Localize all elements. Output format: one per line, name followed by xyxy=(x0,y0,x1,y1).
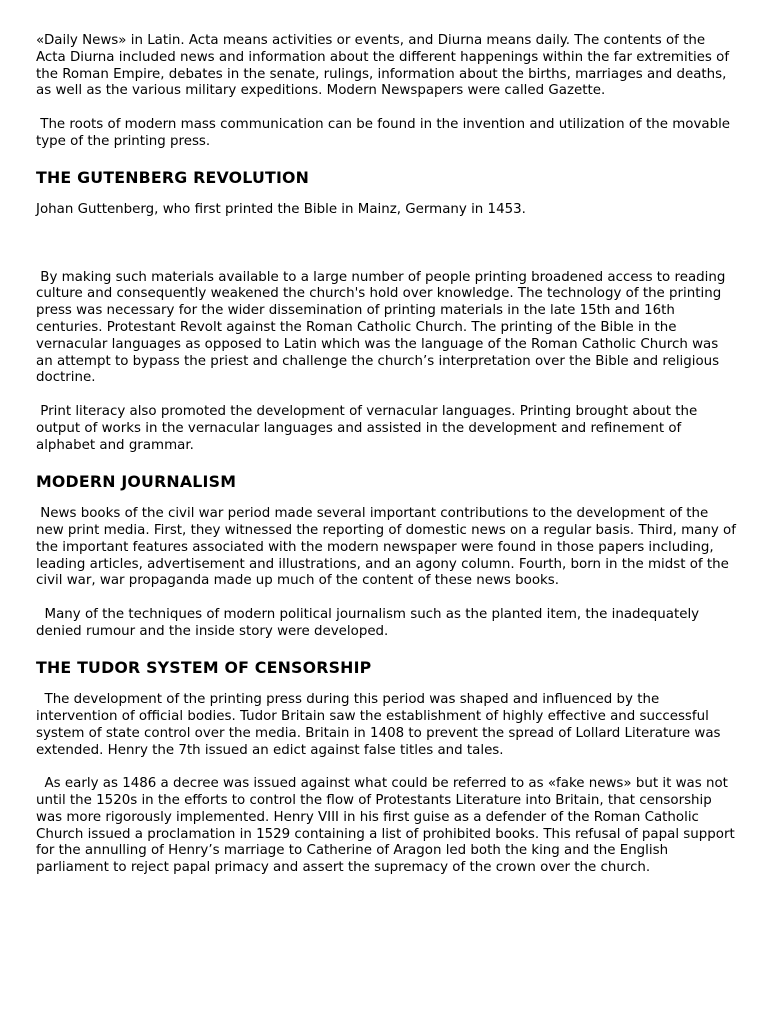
paragraph-reading-culture: By making such materials available to a large number of people printing broadened access to reading culture and consequently weakened the church's hold over knowledge. The technology of the printing press was necessary for the wider dissemination of printing materials in the late 15th and 16th centuries. Protestant Revolt against the Roman Catholic Church. The printing of the Bible in the vernacular languages as opposed to Latin which was the language of the Roman Catholic Church was an attempt to bypass the priest and challenge the church’s interpretation over the Bible and religious doctrine. xyxy=(36,269,730,386)
paragraph-state-control: The development of the printing press during this period was shaped and influenced by the intervention of official bodies. Tudor Britain saw the establishment of highly effective and successful system of state control over the media. Britain in 1408 to prevent the spread of Lollard Literature was extended. Henry the 7th issued an edict against false titles and tales. xyxy=(36,692,725,758)
paragraph-guttenberg-bible: Johan Guttenberg, who first printed the Bible in Mainz, Germany in 1453. xyxy=(36,202,526,218)
paragraph-fake-news-decree: As early as 1486 a decree was issued against what could be referred to as «fake news» but it was not until the 1520s in the efforts to control the flow of Protestants Literature into Britain, that censorship was more rigorously implemented. Henry VIII in his first guise as a defender of the Roman Catholic Church issued a proclamation in 1529 containing a list of prohibited books. This refusal of papal support for the annulling of Henry’s marriage to Catherine of Aragon led both the king and the English parliament to reject papal primacy and assert the supremacy of the crown over the church. xyxy=(36,776,739,876)
paragraph-political-journalism: Many of the techniques of modern political journalism such as the planted item, the inadequately denied rumour and the inside story were developed. xyxy=(36,606,704,639)
paragraph-roots-mass-communication: The roots of modern mass communication can be found in the invention and utilization of the movable type of the printing press. xyxy=(36,116,735,149)
paragraph-news-books: News books of the civil war period made several important contributions to the development of the new print media. First, they witnessed the reporting of domestic news on a regular basis. Third, many of the important features associated with the modern newspaper were found in those papers including, leading articles, advertisement and illustrations, and an agony column. Fourth, born in the midst of the civil war, war propaganda made up much of the content of these news books. xyxy=(36,506,741,589)
heading-modern-journalism: MODERN JOURNALISM xyxy=(36,472,237,492)
heading-tudor-censorship: THE TUDOR SYSTEM OF CENSORSHIP xyxy=(36,658,372,678)
blank-space xyxy=(36,236,736,270)
paragraph-acta-diurna: «Daily News» in Latin. Acta means activities or events, and Diurna means daily. The contents of the Acta Diurna included news and information about the different happenings within the far extremities of the Roman Empire, debates in the senate, rulings, information about the births, marriages and deaths, as well as the various military expeditions. Modern Newspapers were called Gazette. xyxy=(36,33,734,99)
paragraph-print-literacy: Print literacy also promoted the development of vernacular languages. Printing brought about the output of works in the vernacular languages and assisted in the development and refinement of alphabet and grammar. xyxy=(36,403,702,453)
document-page xyxy=(36,33,741,894)
heading-gutenberg-revolution: THE GUTENBERG REVOLUTION xyxy=(36,168,310,188)
